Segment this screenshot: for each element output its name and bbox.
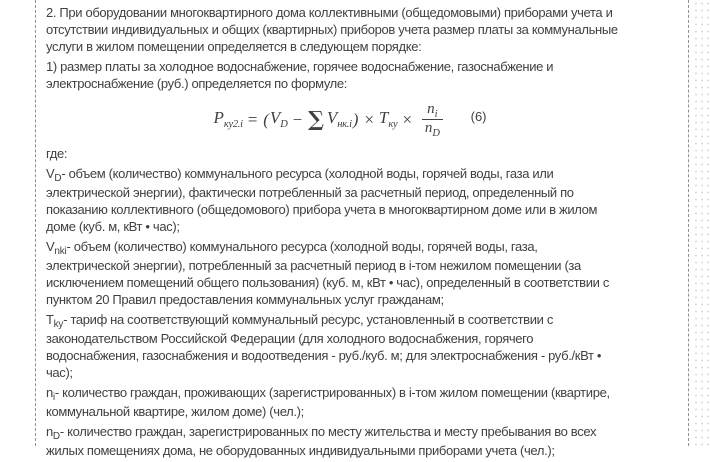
- formula-vd-term: $V_D$: [269, 108, 288, 130]
- text-line: показанию коллективного (общедомового) прибора учета в многоквартирном доме или в жилом: [46, 202, 598, 217]
- text-line: водоснабжения, газоснабжения и водоотведения - руб./куб. м; для электроснабжения - руб./кВт •: [46, 348, 602, 363]
- formula-t-term: $T_{ку}$: [378, 108, 398, 130]
- paragraph-subclause-1: [46, 58, 688, 92]
- formula-vnki-term: $V_{нк.i}$: [326, 108, 352, 130]
- term-first-line: $n_i-$ количество граждан, проживающих (зарегистрированных) в i-том жилом помещении (квартире,: [46, 385, 610, 403]
- right-dashed-border: [688, 0, 689, 446]
- term-first-line: $n_D-$ количество граждан, зарегистрированных по месту жительства и месту пребывания во всех: [46, 424, 597, 442]
- text-line: исключением помещений общего пользования) (куб. м, кВт • час), определенный в соответствии с: [46, 275, 609, 290]
- equals-sign: =: [246, 109, 259, 129]
- text-line: электрической энергии), потребленный за расчетный период в i-том нежилом помещении (за: [46, 258, 581, 273]
- document-content: [46, 4, 688, 462]
- fraction-denominator: $n_D$: [422, 119, 443, 137]
- right-dotted-pattern: [693, 0, 710, 446]
- formula-6: [46, 95, 688, 143]
- text-line: законодательством Российской Федерации (для холодного водоснабжения, горячего: [46, 331, 534, 346]
- term-symbol: $n_D$: [46, 424, 60, 442]
- formula-number: (6): [470, 108, 487, 124]
- text-line: пунктом 20 Правил предоставления коммунальных услуг гражданам;: [46, 292, 444, 307]
- fraction-numerator: $n_i$: [427, 101, 438, 121]
- text-line: 1) размер платы за холодное водоснабжение, горячее водоснабжение, газоснабжение и: [46, 59, 554, 74]
- paragraph-term-nd: [46, 423, 688, 459]
- multiply-sign: ×: [401, 109, 413, 129]
- text-line: жилых помещениях дома, не оборудованных индивидуальными приборами учета (чел.);: [46, 443, 555, 458]
- paragraph-term-ni: [46, 384, 688, 420]
- text-line: электроснабжение (руб.) определяется по формуле:: [46, 76, 348, 91]
- text-line: 2. При оборудовании многоквартирного дома коллективными (общедомовыми) приборами учета и: [46, 5, 613, 20]
- minus-sign: −: [291, 109, 304, 129]
- left-dashed-border: [35, 0, 36, 446]
- text-line: доме (куб. м, кВт • час);: [46, 219, 180, 234]
- paragraph-where: [46, 145, 688, 162]
- text-line: где:: [46, 146, 68, 161]
- text-line: коммунальной квартире, жилом доме) (чел.);: [46, 404, 304, 419]
- text-line: час);: [46, 365, 73, 380]
- open-paren: (: [263, 109, 269, 129]
- paragraph-clause-2: [46, 4, 688, 55]
- paragraph-term-vd: [46, 165, 688, 235]
- term-first-line: $T_{ky}-$ тариф на соответствующий коммунальный ресурс, установленный в соответствии с: [46, 312, 553, 330]
- summation-icon: ∑: [308, 105, 324, 131]
- paragraph-term-vnki: [46, 238, 688, 308]
- term-first-line: $V_D-$ объем (количество) коммунального ресурса (холодной воды, горячей воды, газа или: [46, 166, 554, 184]
- paragraph-term-tku: [46, 311, 688, 381]
- multiply-sign: ×: [363, 109, 375, 129]
- term-symbol: $n_i$: [46, 385, 55, 403]
- term-symbol: $T_{ky}$: [46, 312, 64, 330]
- term-symbol: $V_{nki}$: [46, 239, 67, 257]
- formula-fraction: [422, 101, 443, 137]
- formula-p-term: $P_{ку2.i}$: [213, 108, 243, 130]
- close-paren: ): [352, 109, 359, 129]
- text-line: электрической энергии), фактически потребленный за расчетный период, определенный по: [46, 185, 574, 200]
- text-line: отсутствии индивидуальных и общих (квартирных) приборов учета размер платы за коммунальные: [46, 22, 618, 37]
- term-first-line: $V_{nki}-$ объем (количество) коммунального ресурса (холодной воды, горячей воды, газа,: [46, 239, 538, 257]
- text-line: услуги в жилом помещении определяется в следующем порядке:: [46, 39, 422, 54]
- term-symbol: $V_D$: [46, 166, 62, 184]
